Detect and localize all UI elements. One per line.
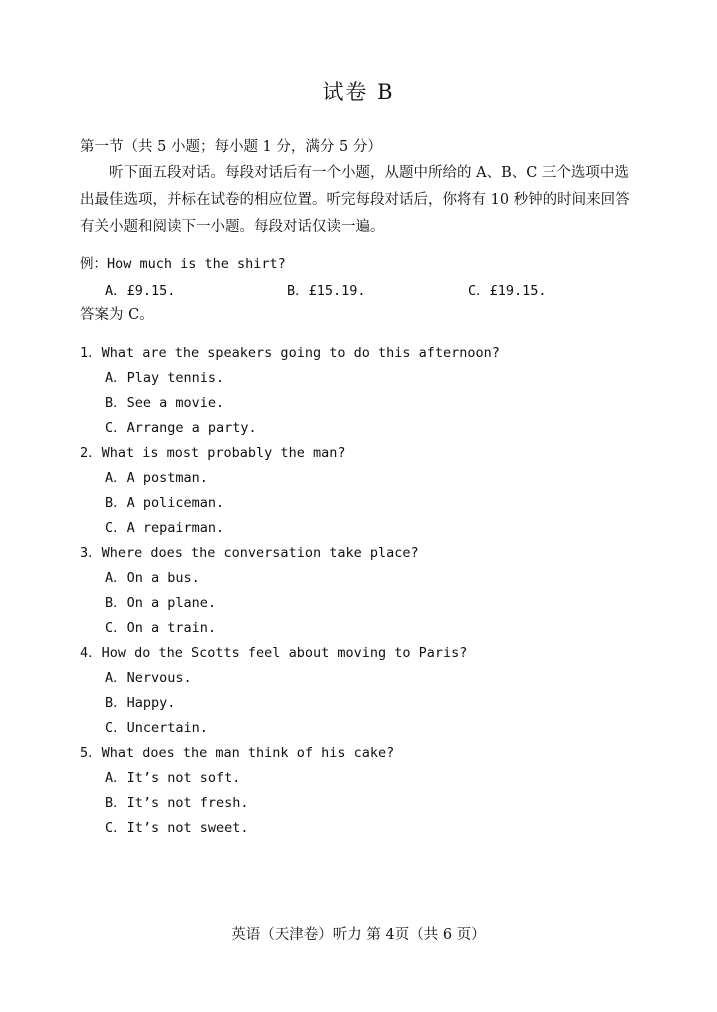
question-2-option-b: B．A policeman.	[105, 495, 225, 511]
question-1-option-a: A．Play tennis.	[105, 370, 225, 386]
question-1: 1．What are the speakers going to do this afternoon?	[80, 345, 500, 361]
section-header: 第一节（共 5 小题；每小题 1 分，满分 5 分）	[80, 139, 382, 155]
question-3-option-a: A．On a bus.	[105, 570, 200, 586]
page-title: 试卷 B	[322, 80, 395, 104]
page-footer: 英语（天津卷）听力 第 4页（共 6 页）	[231, 927, 486, 943]
question-4: 4．How do the Scotts feel about moving to Paris?	[80, 645, 468, 661]
question-5-option-b: B．It’s not fresh.	[105, 795, 249, 811]
question-3-option-c: C．On a train.	[105, 620, 217, 636]
example-option-c: C．£19.15.	[468, 283, 547, 299]
question-5-option-c: C．It’s not sweet.	[105, 820, 249, 836]
example-answer: 答案为 C。	[80, 307, 154, 323]
question-2-option-c: C．A repairman.	[105, 520, 225, 536]
example-question: 例：How much is the shirt?	[80, 256, 286, 272]
question-2: 2．What is most probably the man?	[80, 445, 346, 461]
question-4-option-a: A．Nervous.	[105, 670, 192, 686]
question-5: 5．What does the man think of his cake?	[80, 745, 395, 761]
question-3: 3．Where does the conversation take place?	[80, 545, 419, 561]
example-option-b: B．£15.19.	[287, 283, 366, 299]
question-3-option-b: B．On a plane.	[105, 595, 217, 611]
question-1-option-b: B．See a movie.	[105, 395, 225, 411]
question-2-option-a: A．A postman.	[105, 470, 208, 486]
question-4-option-b: B．Happy.	[105, 695, 176, 711]
question-4-option-c: C．Uncertain.	[105, 720, 208, 736]
instructions: 听下面五段对话。每段对话后有一个小题，从题中所给的 A、B、C 三个选项中选出最佳选项，并标在试卷的相应位置。听完每段对话后，你将有 10 秒钟的时间来回答有关小题和阅读下一小题。每段对话仅读一遍。	[80, 165, 630, 235]
question-1-option-c: C．Arrange a party.	[105, 420, 257, 436]
example-option-a: A．£9.15.	[105, 283, 176, 299]
question-5-option-a: A．It’s not soft.	[105, 770, 241, 786]
